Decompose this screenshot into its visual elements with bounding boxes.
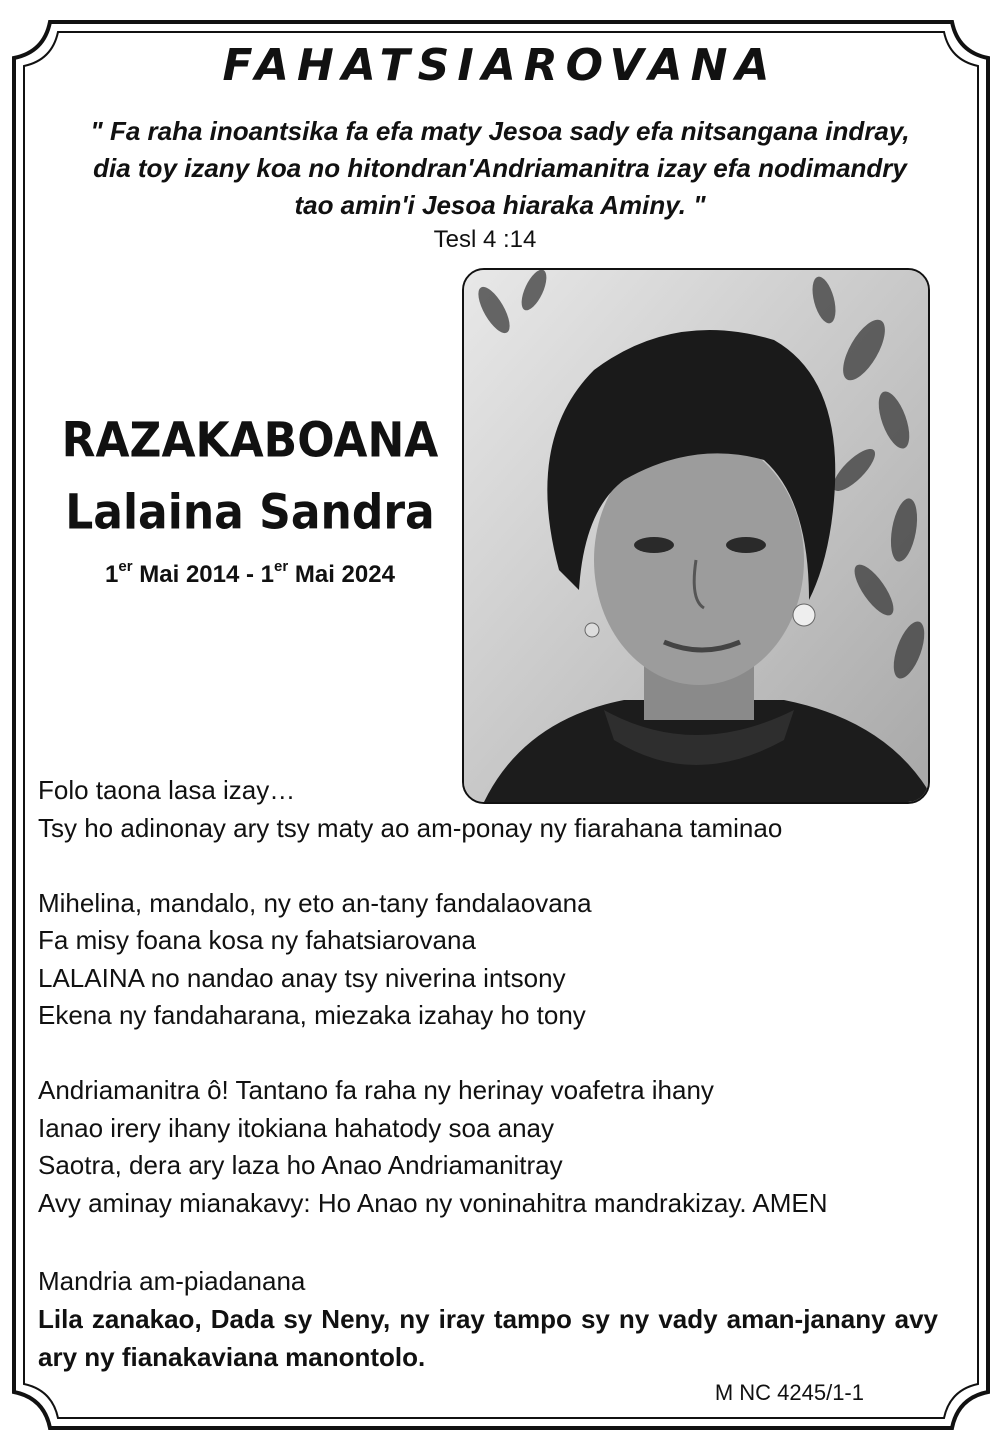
poem-line: Tsy ho adinonay ary tsy maty ao am-ponay ny fiarahana taminao <box>38 812 783 843</box>
reference-code: M NC 4245/1-1 <box>714 1380 864 1405</box>
closing-intro: Mandria am-piadanana <box>38 1266 306 1296</box>
deceased-surname: RAZAKABOANA <box>61 412 439 469</box>
start-day-suffix: er <box>118 558 133 575</box>
poem-line: Mihelina, mandalo, ny eto an-tany fandalaovana <box>38 887 592 918</box>
poem-line: Ekena ny fandaharana, miezaka izahay ho tony <box>38 1000 586 1030</box>
verse-line: " Fa raha inoantsika fa efa maty Jesoa sady efa nitsangana indray, <box>90 116 910 146</box>
end-rest: Mai 2024 <box>288 561 395 588</box>
poem-line: Andriamanitra ô! Tantano fa raha ny herinay voafetra ihany <box>38 1075 714 1105</box>
verse-line: dia toy izany koa no hitondran'Andriamanitra izay efa nodimandry <box>93 153 907 183</box>
verse-line: tao amin'i Jesoa hiaraka Aminy. " <box>294 190 706 220</box>
verse-reference: Tesl 4 :14 <box>433 226 537 253</box>
portrait-photo <box>462 268 930 804</box>
closing-section <box>38 1262 938 1376</box>
poem-line: LALAINA no nandao anay tsy niverina intsony <box>38 962 566 993</box>
end-day: 1 <box>260 561 275 588</box>
page-title: FAHATSIAROVANA <box>222 40 778 91</box>
poem-line: Ianao irery ihany itokiana hahatody soa anay <box>38 1112 555 1143</box>
poem-line: Saotra, dera ary laza ho Anao Andriamanitray <box>38 1150 563 1180</box>
poem-line: Fa misy foana kosa ny fahatsiarovana <box>38 925 476 955</box>
poem-line: Avy aminay mianakavy: Ho Anao ny voninahitra mandrakizay. AMEN <box>38 1187 828 1218</box>
start-rest: Mai 2014 - <box>132 561 261 588</box>
memorial-dates <box>40 560 460 589</box>
memorial-poem <box>38 772 938 1222</box>
deceased-given-names: Lalaina Sandra <box>65 484 435 541</box>
end-day-suffix: er <box>274 558 289 575</box>
start-day: 1 <box>105 561 119 588</box>
family-signature: Lila zanakao, Dada sy Neny, ny iray tampo sy ny vady aman-janany avy ary ny fianakaviana manontolo. <box>38 1304 938 1372</box>
poem-line: Folo taona lasa izay… <box>38 775 296 805</box>
scripture-verse <box>60 113 940 224</box>
